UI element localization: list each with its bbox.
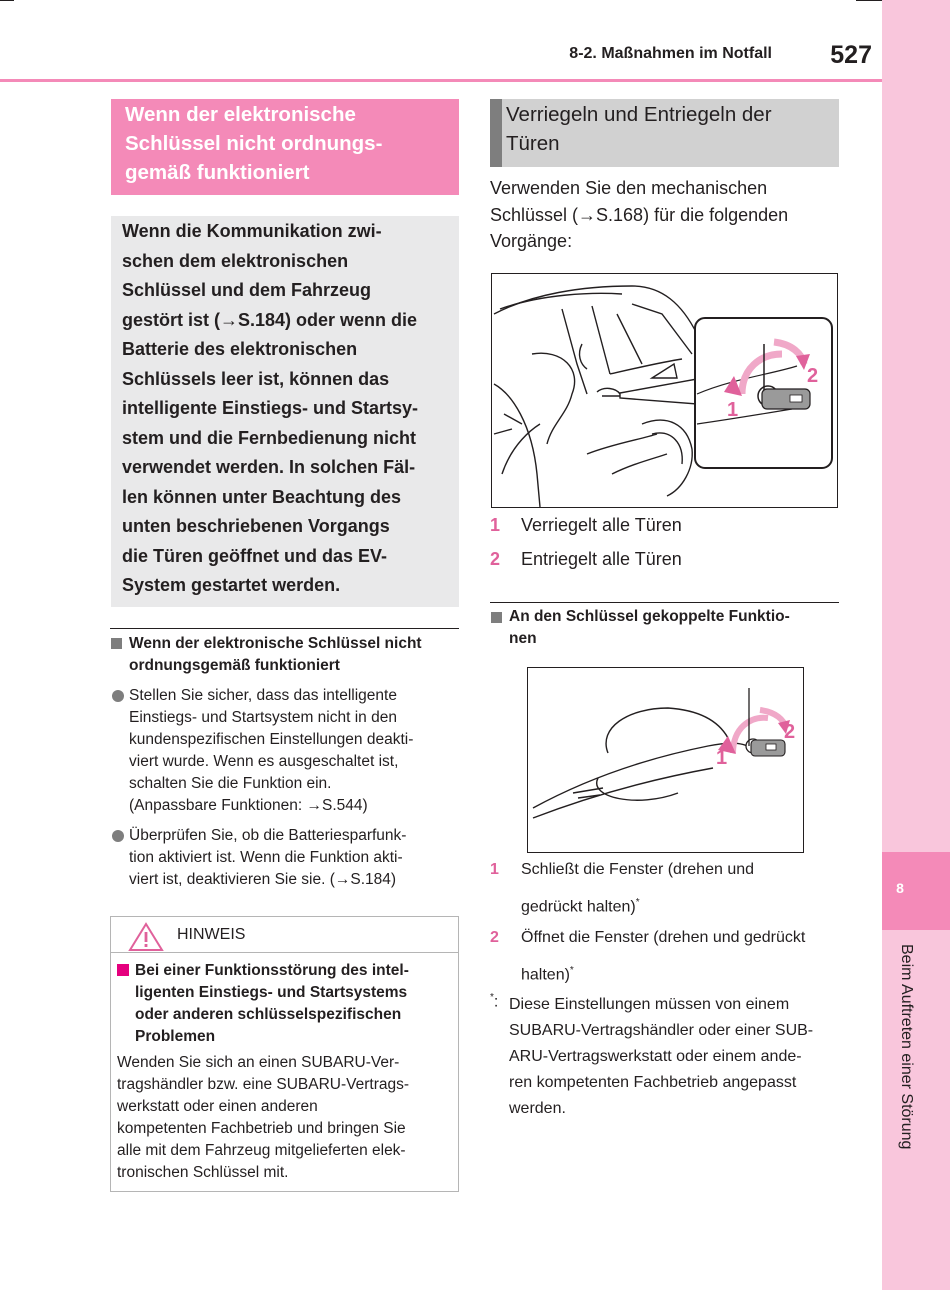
notice-title-line: Bei einer Funktionsstörung des intel-: [135, 962, 409, 979]
item-number: 1: [490, 861, 499, 878]
intro-line: Schlüssel und dem Fahrzeug: [122, 280, 372, 300]
subsection-title: [509, 606, 844, 650]
footnote-colon: :: [493, 993, 499, 1011]
item-text: Verriegelt alle Türen: [521, 515, 682, 535]
square-bullet-icon: [491, 612, 502, 623]
list-item: [490, 546, 850, 572]
callout-1: 1: [727, 399, 739, 421]
item-number: 1: [490, 515, 501, 535]
chapter-number: 8: [896, 880, 904, 896]
door-lock-figure: [491, 273, 838, 508]
chapter-title: Beim Auftreten einer Störung: [898, 944, 915, 1150]
notice-line: Wenden Sie sich an einen SUBARU-Ver-: [117, 1054, 400, 1071]
bullet-line: Einstiegs- und Startsystem nicht in den: [129, 709, 397, 726]
notice-line: tragshändler bzw. eine SUBARU-Vertrags-: [117, 1076, 410, 1093]
item-text-line: Öffnet die Fenster (drehen und gedrückt: [521, 929, 806, 946]
intro-line: die Türen geöffnet und das EV-: [122, 545, 388, 566]
footnote-line: ARU-Vertragswerkstatt oder einem ande-: [509, 1048, 802, 1065]
subsection-title: [129, 633, 464, 677]
notice-label: HINWEIS: [177, 926, 246, 943]
intro-line: Vorgänge:: [490, 231, 573, 251]
item-text-line: Schließt die Fenster (drehen und: [521, 861, 755, 878]
header-rule: [0, 79, 882, 82]
footnote-marker: [490, 992, 498, 1011]
round-bullet-icon: [112, 830, 124, 842]
bullet-line: schalten Sie die Funktion ein.: [129, 775, 332, 792]
item-text-line: gedrückt halten): [521, 898, 636, 916]
section-heading: [125, 101, 451, 187]
item-number: 2: [490, 929, 499, 946]
item-number: 2: [490, 549, 501, 569]
subsection-title-line: nen: [509, 630, 537, 647]
intro-line: unten beschriebenen Vorgangs: [122, 516, 390, 536]
notice-body: [117, 1052, 455, 1184]
footnote-marker: *: [569, 965, 574, 976]
subsection-rule: [490, 602, 839, 603]
heading-accent-bar: [490, 99, 502, 167]
item-text: Entriegelt alle Türen: [521, 549, 682, 569]
heading-line: Wenn der elektronische: [125, 103, 356, 126]
pink-square-icon: [117, 964, 129, 976]
intro-line: System gestartet werden.: [122, 575, 341, 595]
subsection-title-line: ordnungsgemäß funktioniert: [129, 657, 340, 674]
subsection-title-line: An den Schlüssel gekoppelte Funktio-: [509, 608, 790, 625]
heading-line: Türen: [506, 132, 560, 155]
notice-title-line: oder anderen schlüsselspezifischen: [135, 1006, 402, 1023]
footnote-line: werden.: [509, 1100, 566, 1117]
bullet-line: viert ist, deaktivieren Sie sie. (→S.184): [129, 871, 397, 888]
subsection-rule: [110, 628, 459, 629]
bullet-paragraph: [129, 685, 464, 817]
crop-mark: [0, 0, 14, 1]
intro-line: len können unter Beachtung des: [122, 486, 402, 507]
door-handle-figure: [527, 667, 804, 853]
bullet-line: kundenspezifischen Einstellungen deakti-: [129, 731, 414, 748]
footnote-marker: *: [635, 897, 640, 908]
notice-line: kompetenten Fachbetrieb und bringen Sie: [117, 1120, 406, 1137]
notice-line: alle mit dem Fahrzeug mitgelieferten elek-: [117, 1142, 406, 1159]
intro-line: schen dem elektronischen: [122, 250, 349, 271]
bullet-line: Stellen Sie sicher, dass das intelligente: [129, 687, 397, 704]
intro-line: intelligente Einstiegs- und Startsy-: [122, 398, 419, 418]
intro-text: [122, 217, 452, 601]
footnote-line: Diese Einstellungen müssen von einem: [509, 996, 790, 1013]
notice-line: tronischen Schlüssel mit.: [117, 1164, 289, 1181]
footnote-asterisk: *: [490, 992, 494, 1003]
notice-divider: [111, 952, 458, 953]
callout-2: 2: [807, 365, 819, 387]
warning-triangle-icon: [128, 922, 164, 952]
section-heading: [506, 100, 826, 158]
car-door-illustration: [492, 274, 837, 507]
list-item: [490, 512, 850, 538]
footnote-line: SUBARU-Vertragshändler oder einer SUB-: [509, 1022, 814, 1039]
square-bullet-icon: [111, 638, 122, 649]
bullet-paragraph: [129, 825, 464, 891]
notice-title: [135, 960, 455, 1048]
callout-1: 1: [716, 747, 728, 769]
notice-line: werkstatt oder einen anderen: [117, 1098, 318, 1115]
notice-title-line: ligenten Einstiegs- und Startsystems: [135, 984, 408, 1001]
page-number: 527: [830, 41, 872, 69]
intro-line: Wenn die Kommunikation zwi-: [122, 221, 382, 241]
item-text-line: halten): [521, 966, 570, 984]
intro-line: Schlüssels leer ist, können das: [122, 368, 390, 389]
notice-title-line: Problemen: [135, 1028, 216, 1045]
heading-line: Schlüssel nicht ordnungs-: [125, 131, 383, 155]
intro-line: Verwenden Sie den mechanischen: [490, 178, 768, 198]
section-title: 8-2. Maßnahmen im Notfall: [569, 45, 772, 62]
subsection-title-line: Wenn der elektronische Schlüssel nicht: [129, 635, 422, 652]
bullet-line: tion aktiviert ist. Wenn die Funktion akti-: [129, 849, 403, 866]
heading-line: gemäß funktioniert: [125, 160, 310, 184]
bullet-line: Überprüfen Sie, ob die Batteriesparfunk-: [129, 827, 407, 844]
footnote-line: ren kompetenten Fachbetrieb angepasst: [509, 1074, 797, 1091]
bullet-line: viert wurde. Wenn es ausgeschaltet ist,: [129, 753, 399, 770]
crop-mark: [856, 0, 882, 1]
intro-line: verwendet werden. In solchen Fäl-: [122, 457, 416, 477]
round-bullet-icon: [112, 690, 124, 702]
door-handle-illustration: [528, 668, 803, 852]
footnote-text: [509, 992, 849, 1122]
bullet-line: (Anpassbare Funktionen: →S.544): [129, 797, 368, 814]
heading-line: Verriegeln und Entriegeln der: [506, 103, 772, 126]
intro-line: Schlüssel (→S.168) für die folgenden: [490, 204, 789, 225]
intro-paragraph: [490, 175, 850, 255]
intro-line: stem und die Fernbedienung nicht: [122, 427, 417, 448]
intro-line: gestört ist (→S.184) oder wenn die: [122, 309, 418, 330]
intro-line: Batterie des elektronischen: [122, 339, 358, 359]
callout-2: 2: [784, 721, 796, 743]
